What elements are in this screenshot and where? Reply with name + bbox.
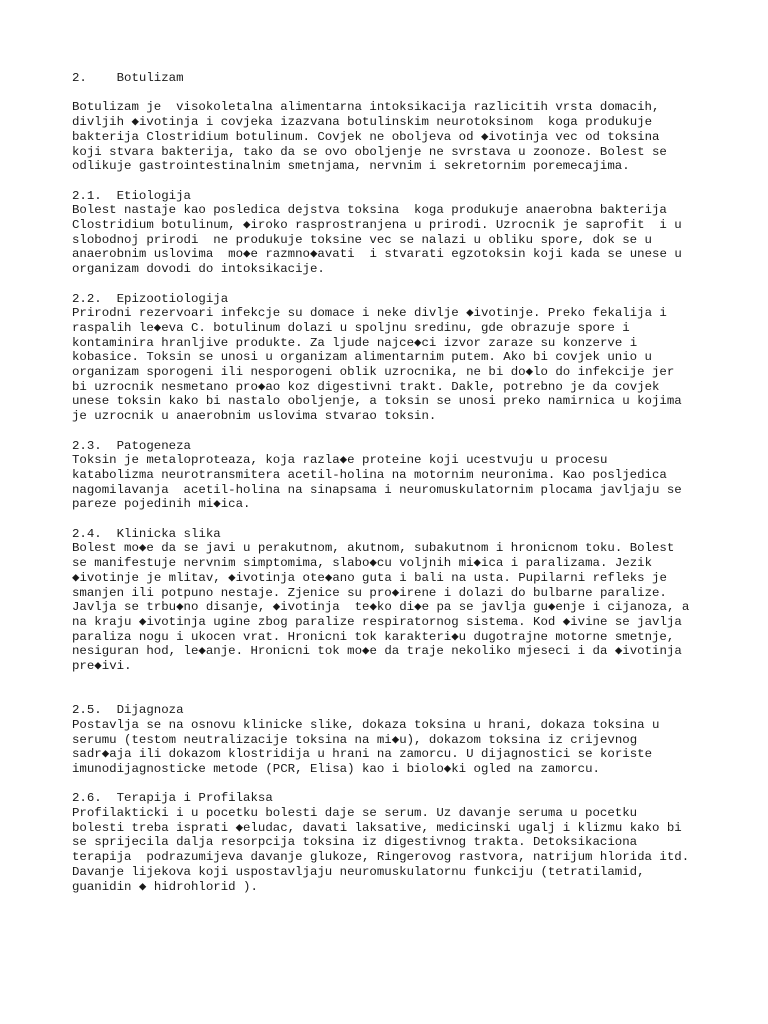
section-klinicka-slika: [72, 527, 712, 674]
section-dijagnoza: [72, 703, 712, 777]
section-heading: 2.5. Dijagnoza: [72, 703, 184, 718]
paragraph-line: anaerobnim uslovima mo◆e razmno◆avati i stvarati egzotoksin koji kada se unese u: [72, 247, 682, 262]
paragraph-line: divljih ◆ivotinja i covjeka izazvana botulinskim neurotoksinom koga produkuje: [72, 115, 653, 130]
paragraph-line: Bolest nastaje kao posledica dejstva toksina koga produkuje anaerobna bakterija: [72, 203, 667, 218]
paragraph-line: kontaminira hranljive produkte. Za ljude najce◆ci izvor zaraze su konzerve i: [72, 335, 638, 350]
section-patogeneza: [72, 439, 712, 513]
paragraph-line: katabolizma neurotransmitera acetil-holina na motornim neuronima. Kao posljedica: [72, 467, 667, 482]
paragraph-line: raspalih le◆eva C. botulinum dolazi u spoljnu sredinu, gde obrazuje spore i: [72, 320, 630, 335]
paragraph-line: smanjen ili potpuno nestaje. Zjenice su pro◆irene i dolazi do bulbarne paralize.: [72, 585, 667, 600]
section-heading: 2.6. Terapija i Profilaksa: [72, 791, 273, 806]
paragraph-line: kobasice. Toksin se unosi u organizam alimentarnim putem. Ako bi covjek unio u: [72, 350, 652, 365]
intro-paragraph: [72, 100, 712, 174]
paragraph-line: terapija podrazumijeva davanje glukoze, Ringerovog rastvora, natrijum hlorida itd.: [72, 850, 690, 865]
paragraph-line: se sprijecila dalja resorpcija toksina iz digestivnog trakta. Detoksikaciona: [72, 835, 638, 850]
title-number: 2.: [72, 71, 87, 85]
title-text: Botulizam: [116, 71, 184, 85]
paragraph-line: guanidin ◆ hidrohlorid ).: [72, 879, 258, 894]
paragraph-line: Postavlja se na osnovu klinicke slike, dokaza toksina u hrani, dokaza toksina u: [72, 717, 660, 732]
paragraph-line: bolesti treba isprati ◆eludac, davati laksative, medicinski ugalj i klizmu kako bi: [72, 820, 682, 835]
document-page: [72, 71, 712, 894]
paragraph-line: pareze pojedinih mi◆ica.: [72, 497, 251, 512]
paragraph-line: unese toksin kako bi nastalo oboljenje, a toksin se unosi preko namirnica u kojima: [72, 394, 682, 409]
paragraph-line: organizam dovodi do intoksikacije.: [72, 262, 325, 277]
paragraph-line: koji stvara bakterija, tako da se ovo oboljenje ne svrstava u zoonoze. Bolest se: [72, 144, 667, 159]
paragraph-line: bi uzrocnik nesmetano pro◆ao koz digestivni trakt. Dakle, potrebno je da covjek: [72, 379, 660, 394]
paragraph-line: imunodijagnosticke metode (PCR, Elisa) kao i biolo◆ki ogled na zamorcu.: [72, 761, 600, 776]
paragraph-line: Javlja se trbu◆no disanje, ◆ivotinja te◆ko di◆e pa se javlja gu◆enje i cijanoza, a: [72, 600, 690, 615]
section-heading: 2.4. Klinicka slika: [72, 526, 221, 541]
paragraph-line: Profilakticki i u pocetku bolesti daje se serum. Uz davanje seruma u pocetku: [72, 806, 638, 821]
paragraph-line: Davanje lijekova koji uspostavljaju neuromuskulatornu funkciju (tetratilamid,: [72, 864, 645, 879]
document-title: [72, 71, 712, 86]
section-heading: 2.3. Patogeneza: [72, 438, 191, 453]
paragraph-line: Bolest mo◆e da se javi u perakutnom, akutnom, subakutnom i hronicnom toku. Bolest: [72, 541, 675, 556]
paragraph-line: se manifestuje nervnim simptomima, slabo◆cu voljnih mi◆ica i paralizama. Jezik: [72, 556, 653, 571]
paragraph-line: organizam sporogeni ili nesporogeni oblik uzrocnika, ne bi do◆lo do infekcije jer: [72, 365, 675, 380]
paragraph-line: slobodnoj prirodi ne produkuje toksine vec se nalazi u obliku spore, dok se u: [72, 232, 652, 247]
section-terapija-profilaksa: [72, 791, 712, 894]
paragraph-line: Toksin je metaloproteaza, koja razla◆e proteine koji ucestvuju u procesu: [72, 453, 608, 468]
paragraph-line: je uzrocnik u anaerobnim uslovima stvarao toksin.: [72, 409, 437, 424]
section-heading: 2.2. Epizootiologija: [72, 291, 229, 306]
paragraph-line: ◆ivotinje je mlitav, ◆ivotinja ote◆ano guta i bali na usta. Pupilarni refleks je: [72, 570, 667, 585]
paragraph-line: Clostridium botulinum, ◆iroko rasprostranjena u prirodi. Uzrocnik je saprofit i u: [72, 218, 682, 232]
paragraph-line: na kraju ◆ivotinja ugine zbog paralize respiratornog sistema. Kod ◆ivine se javlja: [72, 614, 682, 629]
paragraph-line: odlikuje gastrointestinalnim smetnjama, nervnim i sekretornim poremecajima.: [72, 159, 630, 174]
paragraph-line: Prirodni rezervoari infekcje su domace i neke divlje ◆ivotinje. Preko fekalija i: [72, 306, 667, 321]
section-heading: 2.1. Etiologija: [72, 188, 191, 203]
section-epizootiologija: [72, 292, 712, 424]
paragraph-line: Botulizam je visokoletalna alimentarna intoksikacija razlicitih vrsta domacih,: [72, 100, 660, 115]
section-etiologija: [72, 189, 712, 277]
paragraph-line: sadr◆aja ili dokazom klostridija u hrani na zamorcu. U dijagnostici se koriste: [72, 747, 653, 762]
paragraph-line: serumu (testom neutralizacije toksina na mi◆u), dokazom toksina iz crijevnog: [72, 732, 638, 747]
paragraph-line: bakterija Clostridium botulinum. Covjek ne oboljeva od ◆ivotinja vec od toksina: [72, 129, 660, 144]
paragraph-line: pre◆ivi.: [72, 659, 132, 674]
paragraph-line: paraliza nogu i ukocen vrat. Hronicni tok karakteri◆u dugotrajne motorne smetnje,: [72, 629, 675, 644]
paragraph-line: nagomilavanja acetil-holina na sinapsama i neuromuskulatornim plocama javljaju se: [72, 482, 682, 497]
paragraph-line: nesiguran hod, le◆anje. Hronicni tok mo◆e da traje nekoliko mjeseci i da ◆ivotinja: [72, 644, 682, 659]
